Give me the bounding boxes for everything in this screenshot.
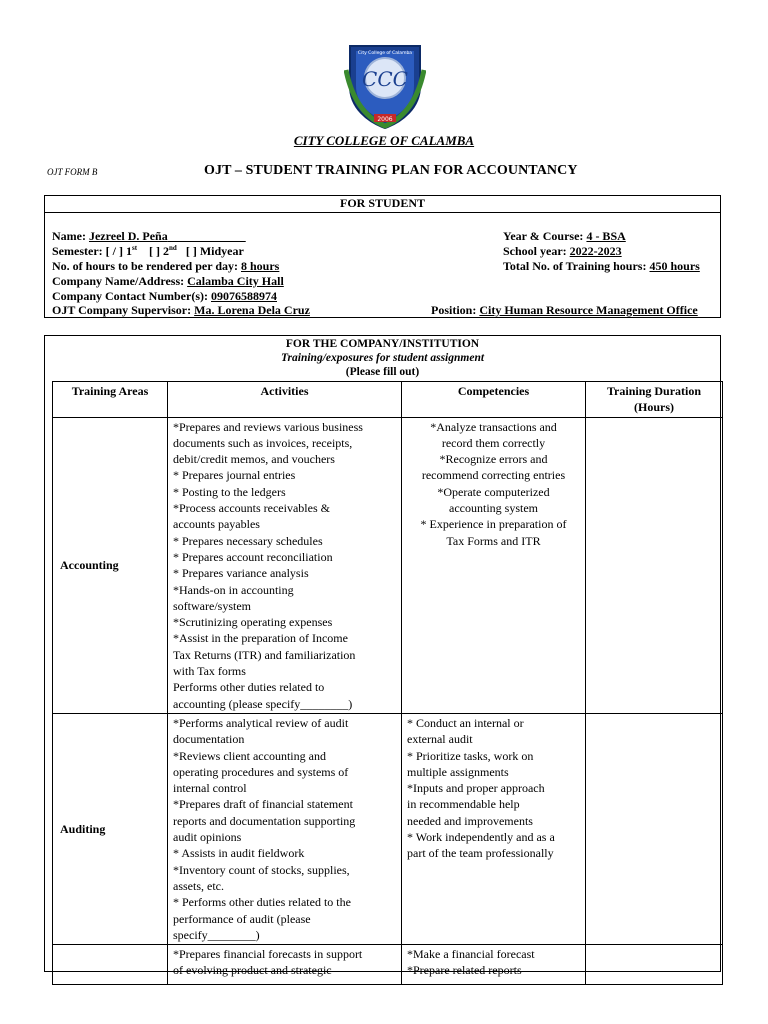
col-training-duration: Training Duration (Hours) (586, 382, 723, 418)
activity-line: audit opinions (173, 830, 242, 845)
supervisor-value: Ma. Lorena Dela Cruz (194, 303, 310, 317)
total-hours-row (503, 259, 700, 274)
year-course-label: Year & Course: (503, 229, 584, 243)
competency-line: *Prepare related reports (407, 963, 522, 978)
student-section-title: FOR STUDENT (45, 196, 720, 213)
name-row (52, 229, 246, 244)
company-label: Company Name/Address: (52, 274, 185, 288)
document-title: OJT – STUDENT TRAINING PLAN FOR ACCOUNTANCY (204, 163, 578, 178)
hours-per-day-label: No. of hours to be rendered per day: (52, 259, 238, 273)
school-year-row (503, 244, 622, 259)
competency-line: recommend correcting entries (421, 468, 566, 483)
activity-line: * Posting to the ledgers (173, 484, 286, 499)
svg-text:CCC: CCC (362, 67, 408, 91)
training-area-cell: Auditing (53, 713, 168, 944)
competency-line: part of the team professionally (407, 846, 554, 861)
training-area-cell (53, 945, 168, 985)
year-course-row (503, 229, 626, 244)
contact-row (52, 289, 277, 304)
student-section (44, 195, 721, 318)
activity-line: Tax Returns (ITR) and familiarization (173, 647, 356, 662)
activity-line: *Prepares and reviews various business (173, 419, 363, 434)
semester-first: [ / ] 1st (105, 244, 138, 258)
competency-line: record them correctly (441, 435, 546, 450)
activity-line: Performs other duties related to (173, 680, 325, 695)
activity-line: internal control (173, 781, 247, 796)
activity-line: *Performs analytical review of audit (173, 715, 349, 730)
company-section (44, 335, 721, 978)
activity-line: performance of audit (please (173, 911, 311, 926)
training-duration-cell[interactable] (586, 713, 723, 944)
total-hours-value: 450 hours (649, 259, 700, 273)
total-hours-label: Total No. of Training hours: (503, 259, 647, 273)
company-section-header (45, 336, 720, 382)
activity-line: of evolving product and strategic (173, 963, 332, 978)
activities-cell (168, 713, 402, 944)
table-row (53, 945, 723, 985)
activity-line: * Prepares account reconciliation (173, 549, 333, 564)
col-training-areas: Training Areas (53, 382, 168, 418)
activity-line: documents such as invoices, receipts, (173, 435, 353, 450)
school-year-label: School year: (503, 244, 567, 258)
position-label: Position: (431, 303, 477, 317)
year-course-value: 4 - BSA (586, 229, 626, 243)
competencies-cell (402, 945, 586, 985)
logo-year: 2006 (377, 116, 393, 123)
supervisor-row (52, 303, 310, 318)
contact-label: Company Contact Number(s): (52, 289, 208, 303)
activity-line: *Hands-on in accounting (173, 582, 294, 597)
supervisor-label: OJT Company Supervisor: (52, 303, 192, 317)
activity-line: *Scrutinizing operating expenses (173, 615, 333, 630)
activity-line: * Prepares necessary schedules (173, 533, 323, 548)
form-code: OJT FORM B (47, 167, 98, 177)
activity-line: *Reviews client accounting and (173, 748, 326, 763)
competency-line: Tax Forms and ITR (446, 533, 541, 548)
table-row (53, 417, 723, 713)
training-duration-cell[interactable] (586, 945, 723, 985)
activity-line: * Prepares journal entries (173, 468, 296, 483)
activity-line: specify________) (173, 927, 260, 942)
company-value: Calamba City Hall (187, 274, 284, 288)
competencies-cell (402, 713, 586, 944)
college-name: CITY COLLEGE OF CALAMBA (293, 133, 475, 148)
table-row (53, 713, 723, 944)
activity-line: accounting (please specify________) (173, 696, 353, 711)
competency-line: accounting system (449, 501, 538, 516)
activity-line: with Tax forms (173, 664, 246, 679)
training-duration-cell[interactable] (586, 417, 723, 713)
semester-label: Semester: (52, 244, 103, 258)
activity-line: *Process accounts receivables & (173, 501, 330, 516)
competency-line: * Conduct an internal or (407, 715, 524, 730)
activity-line: *Inventory count of stocks, supplies, (173, 862, 350, 877)
activity-line: reports and documentation supporting (173, 813, 356, 828)
company-section-note: (Please fill out) (345, 366, 420, 378)
activities-cell (168, 417, 402, 713)
semester-second: [ ] 2nd (149, 244, 177, 258)
competency-line: in recommendable help (407, 797, 520, 812)
activity-line: documentation (173, 732, 245, 747)
activity-line: * Prepares variance analysis (173, 566, 309, 581)
contact-value: 09076588974 (211, 289, 277, 303)
table-header-row (53, 382, 723, 418)
competency-line: external audit (407, 732, 473, 747)
competency-line: * Prioritize tasks, work on (407, 748, 534, 763)
competency-line: * Experience in preparation of (420, 517, 567, 532)
competency-line: *Inputs and proper approach (407, 781, 545, 796)
activity-line: * Performs other duties related to the (173, 895, 351, 910)
competency-line: *Make a financial forecast (407, 947, 535, 962)
school-year-value: 2022-2023 (569, 244, 622, 258)
company-row (52, 274, 284, 289)
hours-per-day-row (52, 259, 279, 274)
activity-line: software/system (173, 598, 251, 613)
competency-line: *Recognize errors and (439, 452, 548, 467)
col-competencies: Competencies (402, 382, 586, 418)
col-activities: Activities (168, 382, 402, 418)
activity-line: *Assist in the preparation of Income (173, 631, 348, 646)
activity-line: *Prepares financial forecasts in support (173, 947, 363, 962)
activity-line: operating procedures and systems of (173, 764, 349, 779)
activity-line: debit/credit memos, and vouchers (173, 452, 335, 467)
activity-line: accounts payables (173, 517, 260, 532)
activities-cell (168, 945, 402, 985)
competencies-cell (402, 417, 586, 713)
college-seal-logo (344, 40, 426, 130)
competency-line: multiple assignments (407, 764, 509, 779)
competency-line: needed and improvements (407, 813, 533, 828)
activity-line: *Prepares draft of financial statement (173, 797, 353, 812)
position-value: City Human Resource Management Office (479, 303, 698, 317)
competency-line: * Work independently and as a (407, 830, 555, 845)
semester-row (52, 244, 244, 259)
activity-line: * Assists in audit fieldwork (173, 846, 305, 861)
logo-text: City College of Calamba (357, 51, 413, 56)
training-area-cell: Accounting (53, 417, 168, 713)
semester-midyear: [ ] Midyear (185, 244, 244, 258)
training-plan-table (52, 381, 723, 985)
name-label: Name: (52, 229, 86, 243)
competency-line: *Operate computerized (437, 484, 550, 499)
company-section-title: FOR THE COMPANY/INSTITUTION (285, 338, 480, 350)
activity-line: assets, etc. (173, 878, 224, 893)
hours-per-day-value: 8 hours (241, 259, 280, 273)
position-row (431, 303, 698, 318)
name-value: Jezreel D. Peña (88, 229, 168, 243)
company-section-subtitle: Training/exposures for student assignment (280, 352, 485, 364)
competency-line: *Analyze transactions and (430, 419, 557, 434)
